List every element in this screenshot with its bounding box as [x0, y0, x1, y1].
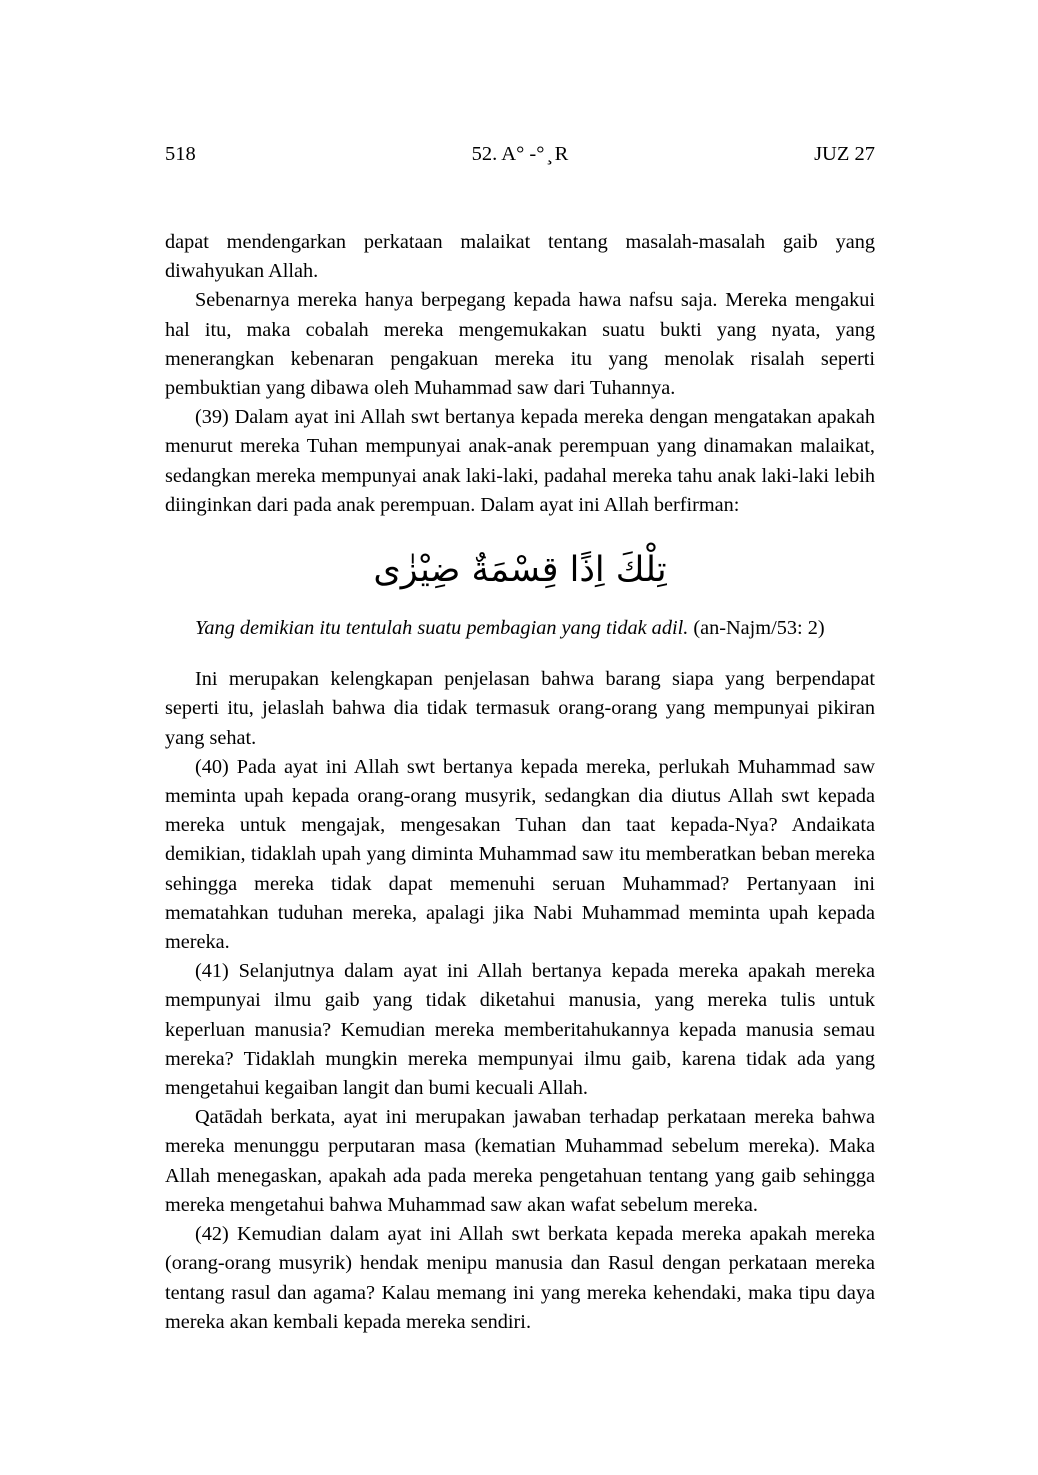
surah-title: 52. A° -° ̧ R	[471, 143, 569, 165]
arabic-verse: تِلْكَ اِذًا قِسْمَةٌ ضِيْزٰى	[373, 550, 667, 591]
paragraph-4: Ini merupakan kelengkapan penjelasan bahwa barang siapa yang berpendapat seperti itu, jelaslah bahwa dia tidak termasuk orang-orang yang mempunyai pikiran yang sehat.	[165, 668, 875, 749]
paragraph-8: (42) Kemudian dalam ayat ini Allah swt berkata kepada mereka apakah mereka (orang-orang musyrik) hendak menipu manusia dan Rasul dengan perkataan mereka tentang rasul dan agama? Kalau memang ini yang mereka kehendaki, maka tipu daya mereka akan kembali kepada mereka sendiri.	[165, 1223, 875, 1333]
verse-reference: (an-Najm/53: 2)	[693, 617, 825, 640]
verse-translation	[165, 614, 875, 643]
juz-label: JUZ 27	[814, 143, 875, 165]
page-content	[165, 228, 875, 1337]
paragraph-7: Qatādah berkata, ayat ini merupakan jawaban terhadap perkataan mereka bahwa mereka menunggu perputaran masa (kematian Muhammad sebelum mereka). Maka Allah menegaskan, apakah ada pada mereka pengetahuan tentang yang gaib sehingga mereka mengetahui bahwa Muhammad saw akan wafat sebelum mereka.	[165, 1106, 875, 1216]
paragraph-5: (40) Pada ayat ini Allah swt bertanya kepada mereka, perlukah Muhammad saw meminta upah kepada orang-orang musyrik, sedangkan dia diutus Allah swt kepada mereka untuk mengajak, mengesakan Tuhan dan taat kepada-Nya? Andaikata demikian, tidaklah upah yang diminta Muhammad saw itu memberatkan beban mereka sehingga mereka tidak dapat memenuhi seruan Muhammad? Pertanyaan ini mematahkan tuduhan mereka, apalagi jika Nabi Muhammad meminta upah kepada mereka.	[165, 755, 875, 954]
verse-translation-text: Yang demikian itu tentulah suatu pembagian yang tidak adil.	[195, 617, 689, 640]
spacer	[165, 643, 875, 665]
paragraph-1: dapat mendengarkan perkataan malaikat tentang masalah-masalah gaib yang diwahyukan Allah.	[165, 231, 875, 283]
page-header	[165, 140, 875, 168]
paragraph-6: (41) Selanjutnya dalam ayat ini Allah bertanya kepada mereka apakah mereka mempunyai ilmu gaib yang tidak diketahui manusia, yang mereka tulis untuk keperluan manusia? Kemudian mereka memberitahukannya kepada manusia semau mereka? Tidaklah mungkin mereka mempunyai ilmu gaib, karena tidak ada yang mengetahui kegaiban langit dan bumi kecuali Allah.	[165, 960, 875, 1100]
paragraph-2: Sebenarnya mereka hanya berpegang kepada hawa nafsu saja. Mereka mengakui hal itu, maka cobalah mereka mengemukakan suatu bukti yang nyata, yang menerangkan kebenaran pengakuan mereka itu yang menolak risalah seperti pembuktian yang dibawa oleh Muhammad saw dari Tuhannya.	[165, 289, 875, 400]
page-number: 518	[165, 143, 196, 165]
paragraph-3: (39) Dalam ayat ini Allah swt bertanya kepada mereka dengan mengatakan apakah menurut mereka Tuhan mempunyai anak-anak perempuan yang dinamakan malaikat, sedangkan mereka mempunyai anak laki-laki, padahal mereka tahu anak laki-laki lebih diinginkan dari pada anak perempuan. Dalam ayat ini Allah berfirman:	[165, 406, 875, 516]
